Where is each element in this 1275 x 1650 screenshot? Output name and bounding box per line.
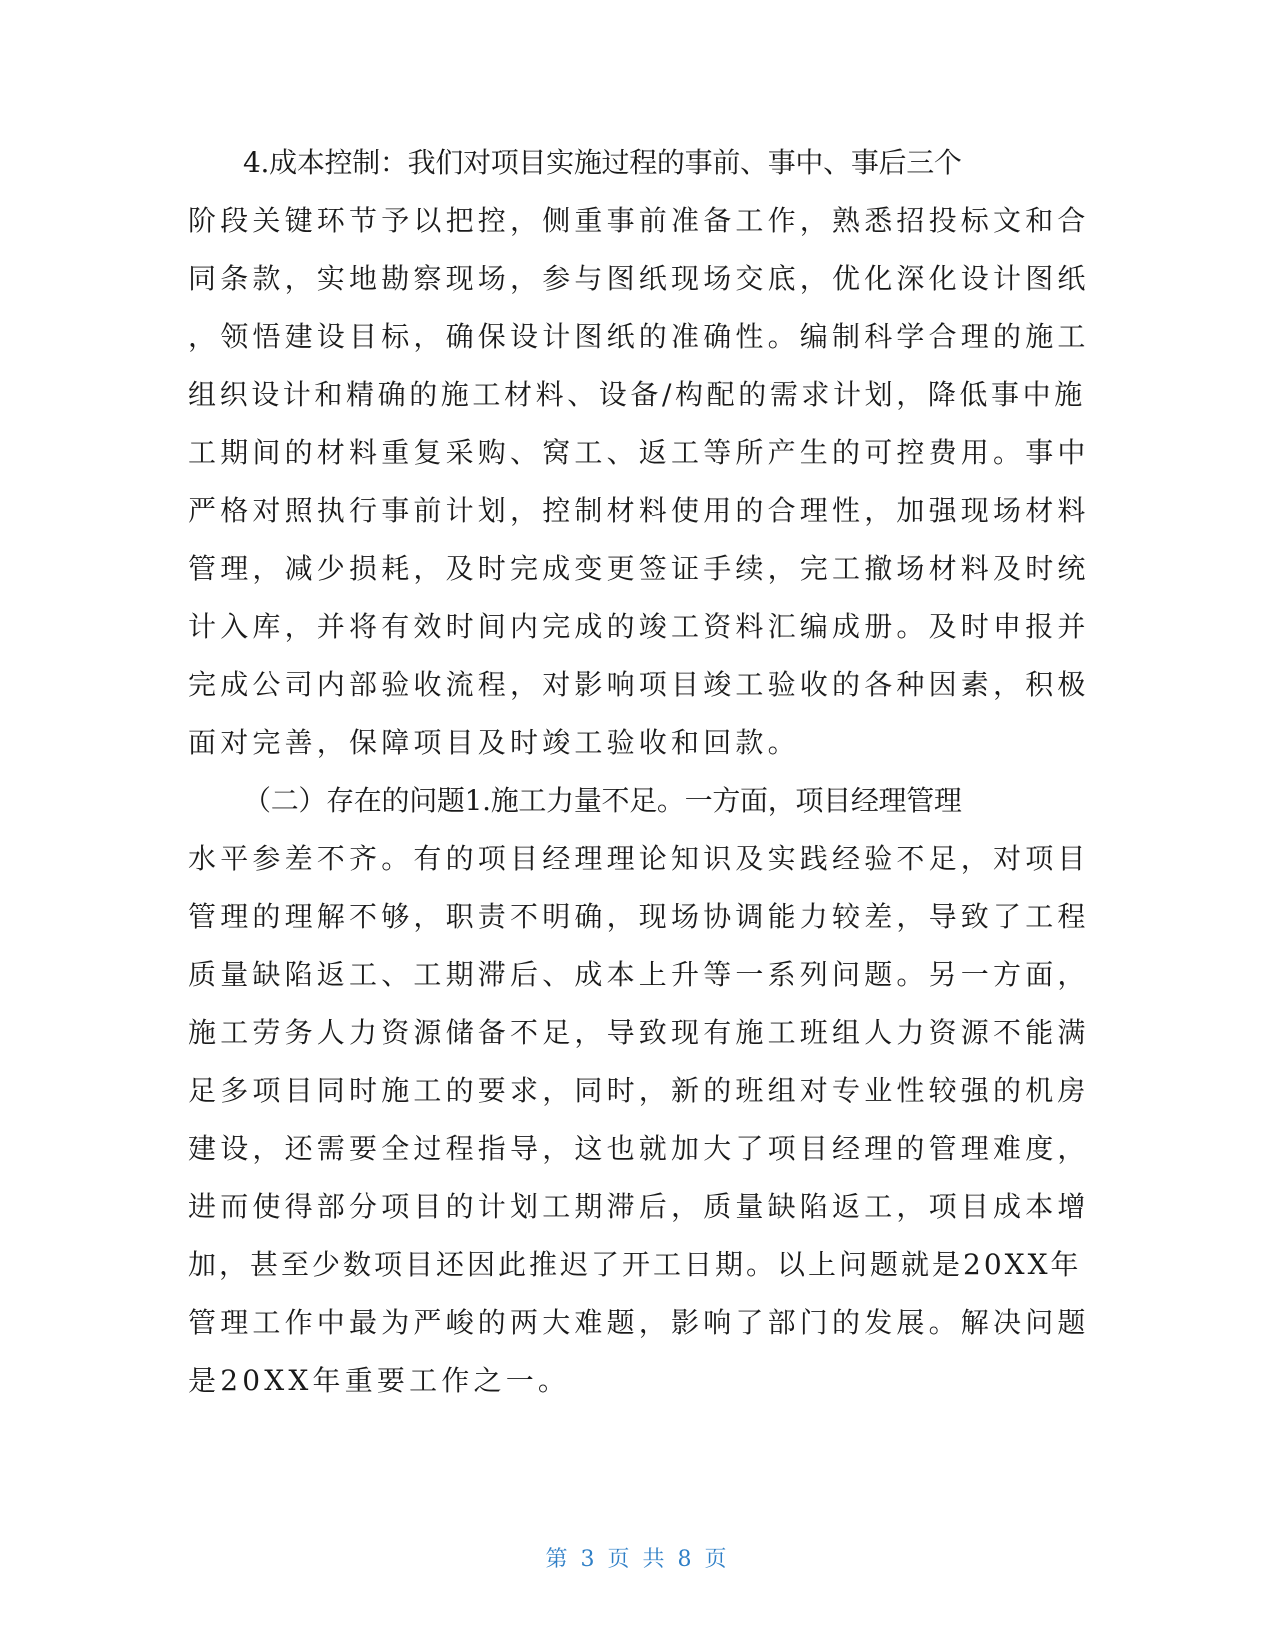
paragraph-1-line: 严格对照执行事前计划，控制材料使用的合理性，加强现场材料 — [188, 494, 1090, 527]
page-footer — [0, 1545, 1275, 1575]
paragraph-1-line: 4.成本控制：我们对项目实施过程的事前、事中、事后三个 — [243, 146, 962, 179]
paragraph-2-line: 进而使得部分项目的计划工期滞后，质量缺陷返工，项目成本增 — [188, 1190, 1090, 1223]
paragraph-2-line: 管理工作中最为严峻的两大难题，影响了部门的发展。解决问题 — [188, 1306, 1090, 1339]
paragraph-1-line: 同条款，实地勘察现场，参与图纸现场交底，优化深化设计图纸 — [188, 262, 1090, 295]
paragraph-2-line: 质量缺陷返工、工期滞后、成本上升等一系列问题。另一方面， — [188, 958, 1090, 991]
paragraph-2-line: 管理的理解不够，职责不明确，现场协调能力较差，导致了工程 — [188, 900, 1090, 933]
paragraph-1-line: 组织设计和精确的施工材料、设备/构配的需求计划，降低事中施 — [188, 378, 1086, 411]
paragraph-1-line: 面对完善，保障项目及时竣工验收和回款。 — [188, 726, 800, 759]
paragraph-2-line: 施工劳务人力资源储备不足，导致现有施工班组人力资源不能满 — [188, 1016, 1090, 1049]
paragraph-2-line: 建设，还需要全过程指导，这也就加大了项目经理的管理难度， — [188, 1132, 1090, 1165]
paragraph-1-line: 计入库，并将有效时间内完成的竣工资料汇编成册。及时申报并 — [188, 610, 1090, 643]
paragraph-2-line: 足多项目同时施工的要求，同时，新的班组对专业性较强的机房 — [188, 1074, 1090, 1107]
paragraph-1-line: 工期间的材料重复采购、窝工、返工等所产生的可控费用。事中 — [188, 436, 1090, 469]
paragraph-2-line: 加，甚至少数项目还因此推迟了开工日期。以上问题就是20XX年 — [188, 1248, 1082, 1281]
paragraph-1-line: 完成公司内部验收流程，对影响项目竣工验收的各种因素，积极 — [188, 668, 1090, 701]
paragraph-2-line: 水平参差不齐。有的项目经理理论知识及实践经验不足，对项目 — [188, 842, 1090, 875]
paragraph-2-line: （二）存在的问题1.施工力量不足。一方面，项目经理管理 — [243, 784, 962, 817]
page-number-label: 第 3 页 共 8 页 — [545, 1547, 730, 1572]
paragraph-1-line: 管理，减少损耗，及时完成变更签证手续，完工撤场材料及时统 — [188, 552, 1090, 585]
paragraph-1-line: ，领悟建设目标，确保设计图纸的准确性。编制科学合理的施工 — [188, 320, 1090, 353]
paragraph-1-line: 阶段关键环节予以把控，侧重事前准备工作，熟悉招投标文和合 — [188, 204, 1090, 237]
paragraph-2-line: 是20XX年重要工作之一。 — [188, 1364, 571, 1397]
